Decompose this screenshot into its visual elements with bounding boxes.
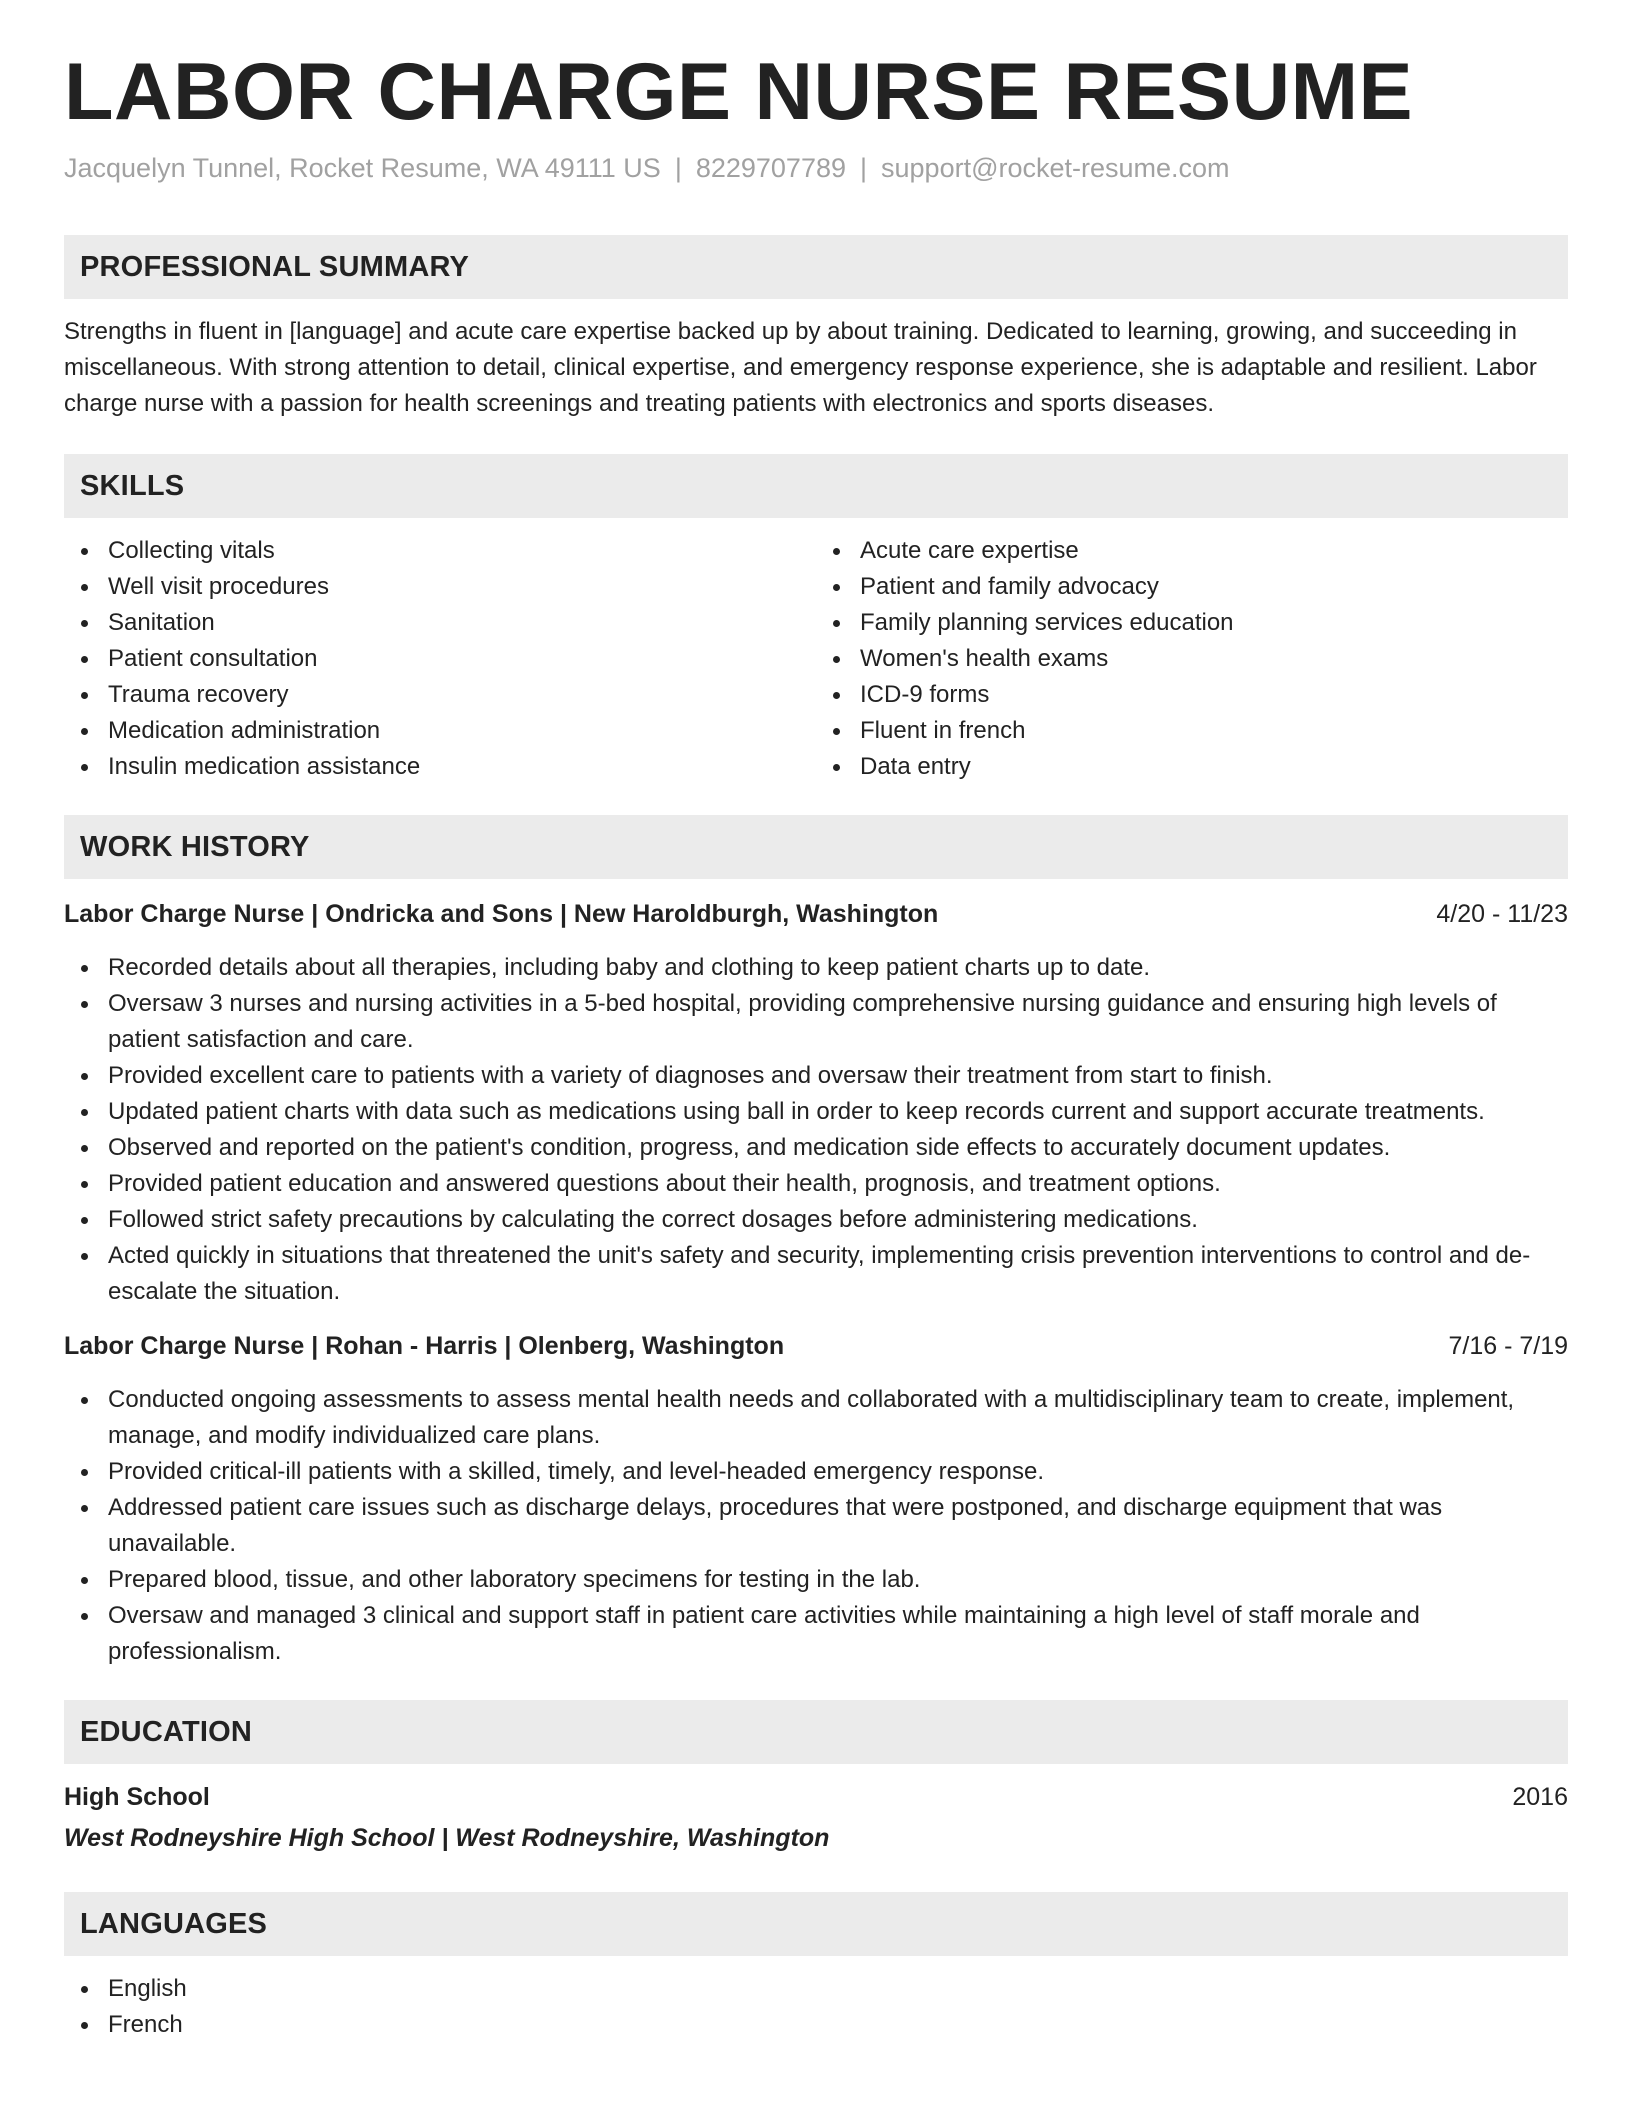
job-bullet: Oversaw 3 nurses and nursing activities in a 5-bed hospital, providing comprehensive nursing guidance and ensuring high levels of patient satisfaction and care.	[108, 986, 1568, 1058]
contact-separator: |	[860, 153, 868, 184]
section-heading-skills: SKILLS	[64, 454, 1568, 518]
section-heading-education: EDUCATION	[64, 1700, 1568, 1764]
skills-column-left	[64, 533, 816, 785]
job-header	[64, 1328, 1568, 1364]
job-dates: 7/16 - 7/19	[1448, 1332, 1568, 1361]
job-bullet: Conducted ongoing assessments to assess mental health needs and collaborated with a multidisciplinary team to create, implement, manage, and modify individualized care plans.	[108, 1382, 1568, 1454]
skill-item: Medication administration	[108, 713, 816, 749]
resume-title: LABOR CHARGE NURSE RESUME	[64, 47, 1414, 137]
contact-line	[64, 151, 1568, 186]
skill-item: Trauma recovery	[108, 677, 816, 713]
job-bullet: Prepared blood, tissue, and other laboratory specimens for testing in the lab.	[108, 1562, 1568, 1598]
contact-phone: 8229707789	[695, 153, 846, 184]
job-bullets	[64, 950, 1568, 1310]
job-dates: 4/20 - 11/23	[1436, 900, 1568, 929]
languages-list	[64, 1971, 1568, 2043]
skill-item: Collecting vitals	[108, 533, 816, 569]
language-item: English	[108, 1971, 1568, 2007]
skill-item: Insulin medication assistance	[108, 749, 816, 785]
education-year: 2016	[1512, 1783, 1568, 1812]
job-bullet: Followed strict safety precautions by calculating the correct dosages before administering medications.	[108, 1202, 1568, 1238]
education-header	[64, 1779, 1568, 1815]
skill-item: Data entry	[860, 749, 1568, 785]
job-title: Labor Charge Nurse | Ondricka and Sons | New Haroldburgh, Washington	[64, 900, 939, 929]
job-bullets	[64, 1382, 1568, 1670]
skill-item: Patient and family advocacy	[860, 569, 1568, 605]
job-bullet: Oversaw and managed 3 clinical and support staff in patient care activities while maintaining a high level of staff morale and professionalism.	[108, 1598, 1568, 1670]
job-bullet: Provided patient education and answered questions about their health, prognosis, and treatment options.	[108, 1166, 1568, 1202]
skills-list-left	[64, 533, 816, 785]
section-heading-languages: LANGUAGES	[64, 1892, 1568, 1956]
job-bullet: Addressed patient care issues such as discharge delays, procedures that were postponed, and discharge equipment that was unavailable.	[108, 1490, 1568, 1562]
job-bullet: Updated patient charts with data such as medications using ball in order to keep records current and support accurate treatments.	[108, 1094, 1568, 1130]
job-header	[64, 896, 1568, 932]
skill-item: Well visit procedures	[108, 569, 816, 605]
job-bullet: Observed and reported on the patient's condition, progress, and medication side effects to accurately document updates.	[108, 1130, 1568, 1166]
skill-item: ICD-9 forms	[860, 677, 1568, 713]
job-bullet: Provided excellent care to patients with a variety of diagnoses and oversaw their treatment from start to finish.	[108, 1058, 1568, 1094]
job-bullet: Recorded details about all therapies, including baby and clothing to keep patient charts up to date.	[108, 950, 1568, 986]
contact-email[interactable]: support@rocket-resume.com	[881, 153, 1230, 184]
skill-item: Acute care expertise	[860, 533, 1568, 569]
summary-text: Strengths in fluent in [language] and acute care expertise backed up by about training. Dedicated to learning, growing, and succeeding in miscellaneous. With strong attention to detail, clinical expertise, and emergency response experience, she is adaptable and resilient. Labor charge nurse with a passion for health screenings and treating patients with electronics and sports diseases.	[64, 318, 1537, 418]
skill-item: Women's health exams	[860, 641, 1568, 677]
job-title: Labor Charge Nurse | Rohan - Harris | Olenberg, Washington	[64, 1332, 785, 1361]
skills-column-right	[816, 533, 1568, 785]
contact-separator: |	[674, 153, 682, 184]
section-heading-summary: PROFESSIONAL SUMMARY	[64, 235, 1568, 299]
education-school: West Rodneyshire High School | West Rodneyshire, Washington	[64, 1824, 830, 1853]
section-heading-work-history: WORK HISTORY	[64, 815, 1568, 879]
skill-item: Patient consultation	[108, 641, 816, 677]
skill-item: Sanitation	[108, 605, 816, 641]
language-item: French	[108, 2007, 1568, 2043]
skill-item: Fluent in french	[860, 713, 1568, 749]
contact-address: Jacquelyn Tunnel, Rocket Resume, WA 49111 US	[64, 153, 661, 184]
job-bullet: Provided critical-ill patients with a skilled, timely, and level-headed emergency response.	[108, 1454, 1568, 1490]
education-degree: High School	[64, 1783, 210, 1812]
skills-grid	[64, 533, 1568, 785]
skill-item: Family planning services education	[860, 605, 1568, 641]
job-bullet: Acted quickly in situations that threatened the unit's safety and security, implementing crisis prevention interventions to control and de-escalate the situation.	[108, 1238, 1568, 1310]
skills-list-right	[816, 533, 1568, 785]
